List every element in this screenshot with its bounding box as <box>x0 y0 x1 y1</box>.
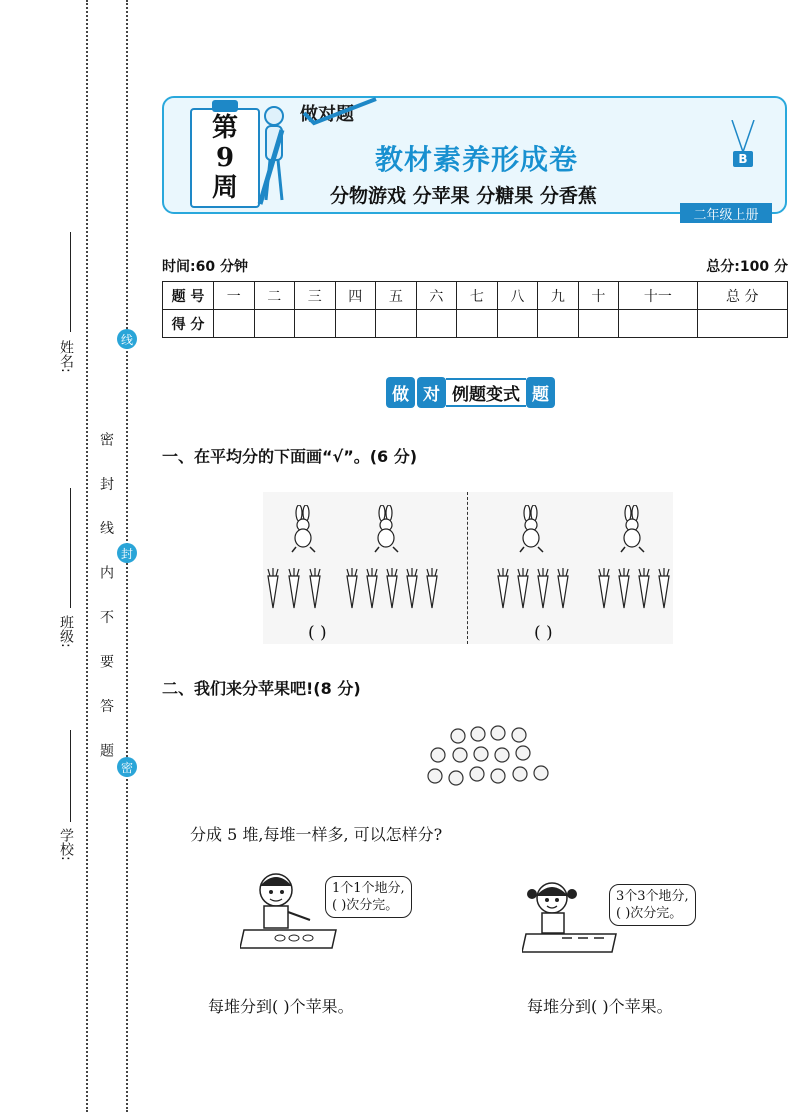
class-field-line[interactable] <box>70 488 71 608</box>
week-char-2: 9 <box>215 143 235 173</box>
question-2-prompt: 分成 5 堆,每堆一样多, 可以怎样分? <box>190 825 443 844</box>
score-table-col: 一 <box>214 282 255 310</box>
week-card <box>190 108 260 208</box>
score-cell[interactable] <box>335 310 376 338</box>
exam-total-score: 总分:100 分 <box>706 259 788 275</box>
score-cell[interactable] <box>497 310 538 338</box>
speech-bubble-left <box>325 876 412 918</box>
margin-dotted-line-left <box>86 0 88 1112</box>
rabbit-icon <box>617 505 647 553</box>
score-table-col: 总 分 <box>697 282 788 310</box>
score-table-col: 三 <box>295 282 336 310</box>
version-badge: B <box>733 151 753 167</box>
score-table-col: 八 <box>497 282 538 310</box>
carrot-group-2 <box>344 568 444 610</box>
score-cell[interactable] <box>254 310 295 338</box>
question-1-text: 一、在平均分的下面画“√”。(6 分) <box>162 447 418 466</box>
school-field-line[interactable] <box>70 730 71 822</box>
score-cell[interactable] <box>457 310 498 338</box>
carrot-group-3 <box>495 568 579 610</box>
bubble-left-line-1: 1个1个地分, <box>332 881 405 896</box>
score-cell[interactable] <box>538 310 579 338</box>
rabbit-icon <box>516 505 546 553</box>
answer-blank-left[interactable]: ( ) <box>308 623 327 643</box>
score-table-score-row <box>163 310 788 338</box>
score-cell[interactable] <box>376 310 417 338</box>
score-table-col: 四 <box>335 282 376 310</box>
score-cell[interactable] <box>697 310 788 338</box>
seal-notice: 密 封 线 内 不 要 答 题 <box>98 432 114 771</box>
score-table-col: 九 <box>538 282 579 310</box>
seal-mark-seal: 封 <box>117 543 137 563</box>
score-table-row-label: 得 分 <box>163 310 214 338</box>
grade-label: 二年级上册 <box>680 203 772 223</box>
girl-drawing-icon <box>522 876 618 958</box>
rabbit-icon <box>371 505 401 553</box>
carrot-group-1 <box>265 568 329 610</box>
section-badge-part-4: 题 <box>526 377 555 408</box>
exam-time: 时间:60 分钟 <box>162 259 248 275</box>
score-table <box>162 281 788 338</box>
week-char-1: 第 <box>211 113 238 143</box>
section-badge <box>386 377 555 407</box>
score-table-col: 七 <box>457 282 498 310</box>
score-table-row-label: 题 号 <box>163 282 214 310</box>
score-table-col: 十一 <box>619 282 697 310</box>
speech-bubble-right <box>609 884 696 926</box>
question-2-text: 二、我们来分苹果吧!(8 分) <box>162 679 361 698</box>
bubble-right-line-1: 3个3个地分, <box>616 889 689 904</box>
fill-blank-right[interactable]: 每堆分到( )个苹果。 <box>527 997 673 1016</box>
apple-pile-icon <box>426 724 556 794</box>
bubble-left-line-2[interactable]: ( )次分完。 <box>332 898 399 913</box>
score-cell[interactable] <box>416 310 457 338</box>
page-subtitle: 分物游戏 分苹果 分糖果 分香蕉 <box>330 185 597 207</box>
bubble-right-line-2[interactable]: ( )次分完。 <box>616 906 683 921</box>
score-cell[interactable] <box>295 310 336 338</box>
score-table-col: 十 <box>578 282 619 310</box>
score-table-col: 二 <box>254 282 295 310</box>
carrot-group-4 <box>596 568 680 610</box>
question-1-divider <box>467 492 468 644</box>
name-field-line[interactable] <box>70 232 71 332</box>
section-badge-part-1: 做 <box>386 377 415 408</box>
score-cell[interactable] <box>578 310 619 338</box>
score-cell[interactable] <box>214 310 255 338</box>
checkmark-icon <box>300 97 380 127</box>
class-label: 班级: <box>58 615 74 648</box>
seal-mark-line: 线 <box>117 329 137 349</box>
answer-blank-right[interactable]: ( ) <box>534 623 553 643</box>
score-cell[interactable] <box>619 310 697 338</box>
rabbit-icon <box>288 505 318 553</box>
section-badge-part-3: 例题变式 <box>446 378 526 407</box>
score-table-col: 五 <box>376 282 417 310</box>
seal-mark-secret: 密 <box>117 757 137 777</box>
pen-figure-icon <box>252 104 294 208</box>
fill-blank-left[interactable]: 每堆分到( )个苹果。 <box>208 997 354 1016</box>
name-label: 姓名: <box>58 340 74 373</box>
badge-tag-string-icon <box>728 120 758 154</box>
score-table-header-row <box>163 282 788 310</box>
week-char-3: 周 <box>211 173 238 203</box>
section-badge-part-2: 对 <box>417 377 446 408</box>
clipboard-clip-icon <box>212 100 238 112</box>
school-label: 学校: <box>58 828 74 861</box>
score-table-col: 六 <box>416 282 457 310</box>
brand-logo: 做对题 <box>300 104 354 125</box>
page-title: 教材素养形成卷 <box>375 143 579 176</box>
